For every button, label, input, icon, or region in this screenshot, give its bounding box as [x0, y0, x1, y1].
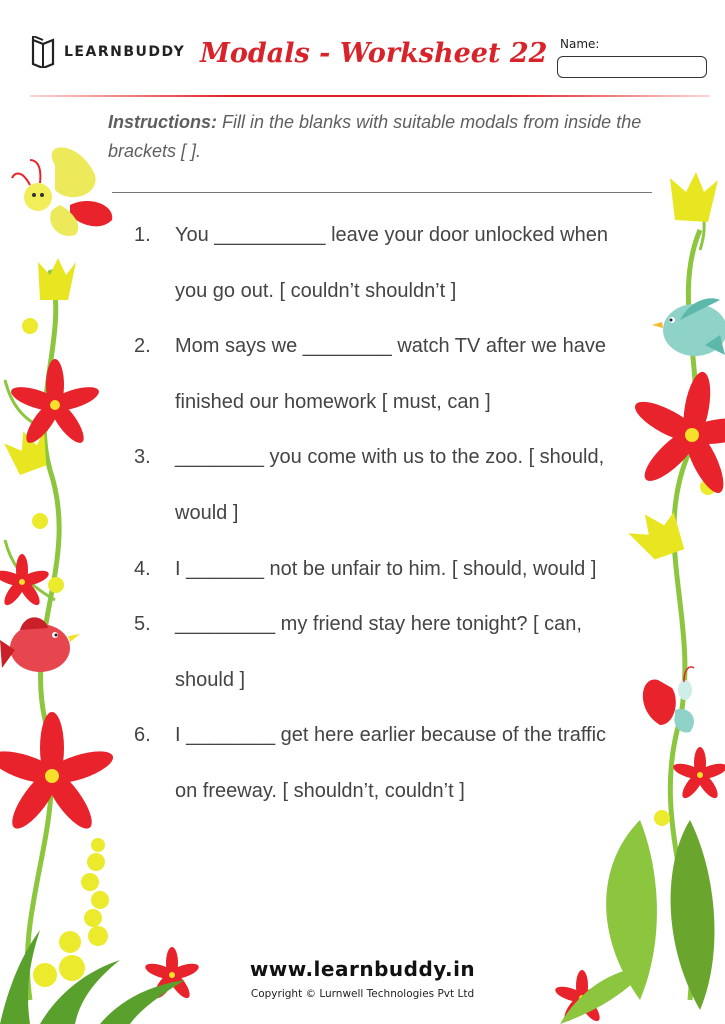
bird-icon: [0, 617, 80, 672]
instructions: [108, 108, 668, 166]
question-number: 5.: [134, 613, 151, 636]
brand-logo: [30, 36, 185, 68]
question-list: [134, 208, 614, 820]
question-item: [134, 597, 614, 708]
question-text: I ________ get here earlier because of the traffic on freeway. [ shouldn’t, couldn’t ]: [175, 724, 607, 802]
question-item: [134, 708, 614, 819]
footer-copyright: Copyright © Lurnwell Technologies Pvt Ltd: [250, 988, 475, 1000]
name-label: Name:: [560, 37, 600, 51]
question-text: _________ my friend stay here tonight? [ can, should ]: [175, 613, 582, 691]
instructions-divider: [112, 192, 652, 193]
question-text: You __________ leave your door unlocked when you go out. [ couldn’t shouldn’t ]: [175, 224, 608, 302]
question-number: 4.: [134, 557, 151, 580]
bird-icon: [652, 298, 725, 356]
question-item: [134, 430, 614, 541]
question-number: 6.: [134, 724, 151, 747]
page-title: Modals - Worksheet 22: [200, 38, 548, 69]
question-text: ________ you come with us to the zoo. [ should, would ]: [175, 446, 605, 524]
book-icon: [30, 36, 56, 68]
butterfly-icon: [12, 147, 112, 236]
question-item: [134, 319, 614, 430]
brand-name: LEARNBUDDY: [64, 44, 186, 60]
question-item: [134, 542, 614, 598]
instructions-text: Fill in the blanks with suitable modals from inside the brackets [ ].: [108, 112, 642, 161]
question-text: Mom says we ________ watch TV after we have finished our homework [ must, can ]: [175, 335, 606, 413]
question-number: 3.: [134, 446, 151, 469]
header-divider: [30, 95, 710, 97]
instructions-lead: Instructions:: [108, 112, 218, 132]
question-number: 1.: [134, 224, 151, 246]
question-number: 2.: [134, 335, 151, 358]
question-item: [134, 208, 614, 319]
question-text: I _______ not be unfair to him. [ should, would ]: [175, 557, 597, 580]
footer-url[interactable]: www.learnbuddy.in: [249, 957, 476, 981]
name-field[interactable]: [557, 56, 707, 78]
